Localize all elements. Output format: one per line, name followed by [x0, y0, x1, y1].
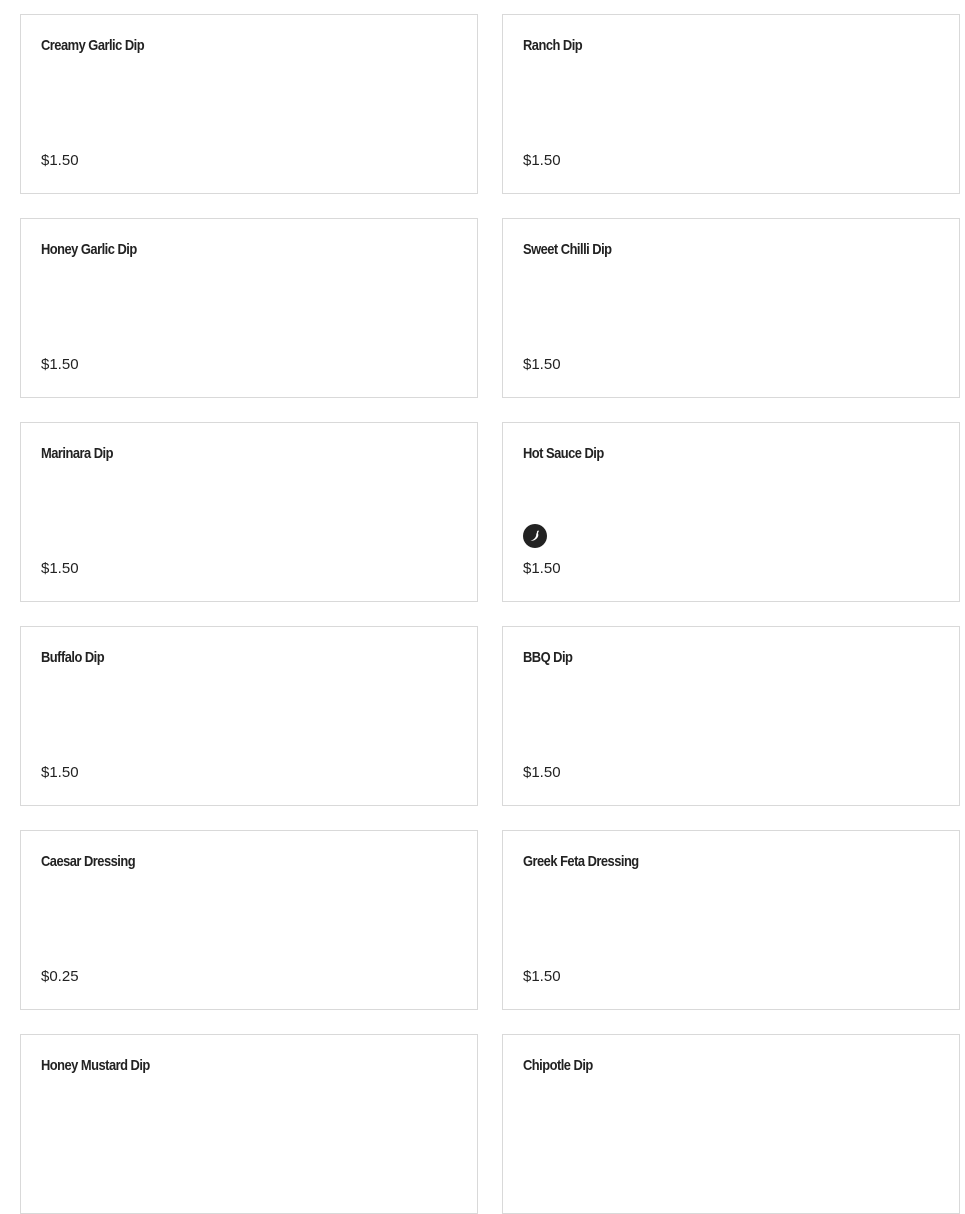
menu-item-price: $1.50 [523, 764, 561, 781]
menu-item-card[interactable] [502, 14, 960, 194]
menu-item-card[interactable] [502, 626, 960, 806]
menu-item-name: Greek Feta Dressing [523, 853, 639, 870]
menu-item-name: Honey Mustard Dip [41, 1057, 150, 1074]
menu-item-card[interactable] [20, 626, 478, 806]
menu-item-card[interactable] [502, 830, 960, 1010]
menu-item-name: Hot Sauce Dip [523, 445, 604, 462]
menu-item-name: BBQ Dip [523, 649, 573, 666]
menu-item-card[interactable] [20, 422, 478, 602]
menu-item-name: Chipotle Dip [523, 1057, 593, 1074]
menu-item-card[interactable] [502, 422, 960, 602]
menu-item-name: Ranch Dip [523, 37, 583, 54]
menu-item-name: Buffalo Dip [41, 649, 105, 666]
chili-pepper-icon-glyph [528, 529, 542, 543]
menu-item-card[interactable] [502, 218, 960, 398]
menu-item-name: Honey Garlic Dip [41, 241, 137, 258]
menu-item-price: $1.50 [523, 560, 561, 577]
menu-item-price: $1.50 [41, 764, 79, 781]
menu-item-card[interactable] [20, 830, 478, 1010]
menu-item-price: $1.50 [523, 968, 561, 985]
menu-item-card[interactable] [20, 1034, 478, 1214]
menu-item-card[interactable] [502, 1034, 960, 1214]
menu-item-price: $1.50 [41, 356, 79, 373]
menu-item-price: $1.50 [41, 152, 79, 169]
menu-item-price: $1.50 [523, 356, 561, 373]
menu-item-price: $1.50 [523, 152, 561, 169]
chili-pepper-icon [523, 524, 547, 548]
menu-item-grid [20, 14, 960, 1214]
menu-item-price: $0.25 [41, 968, 79, 985]
menu-item-card[interactable] [20, 14, 478, 194]
menu-item-card[interactable] [20, 218, 478, 398]
menu-item-name: Sweet Chilli Dip [523, 241, 612, 258]
menu-item-name: Marinara Dip [41, 445, 113, 462]
menu-item-name: Creamy Garlic Dip [41, 37, 145, 54]
menu-item-price: $1.50 [41, 560, 79, 577]
menu-item-name: Caesar Dressing [41, 853, 136, 870]
